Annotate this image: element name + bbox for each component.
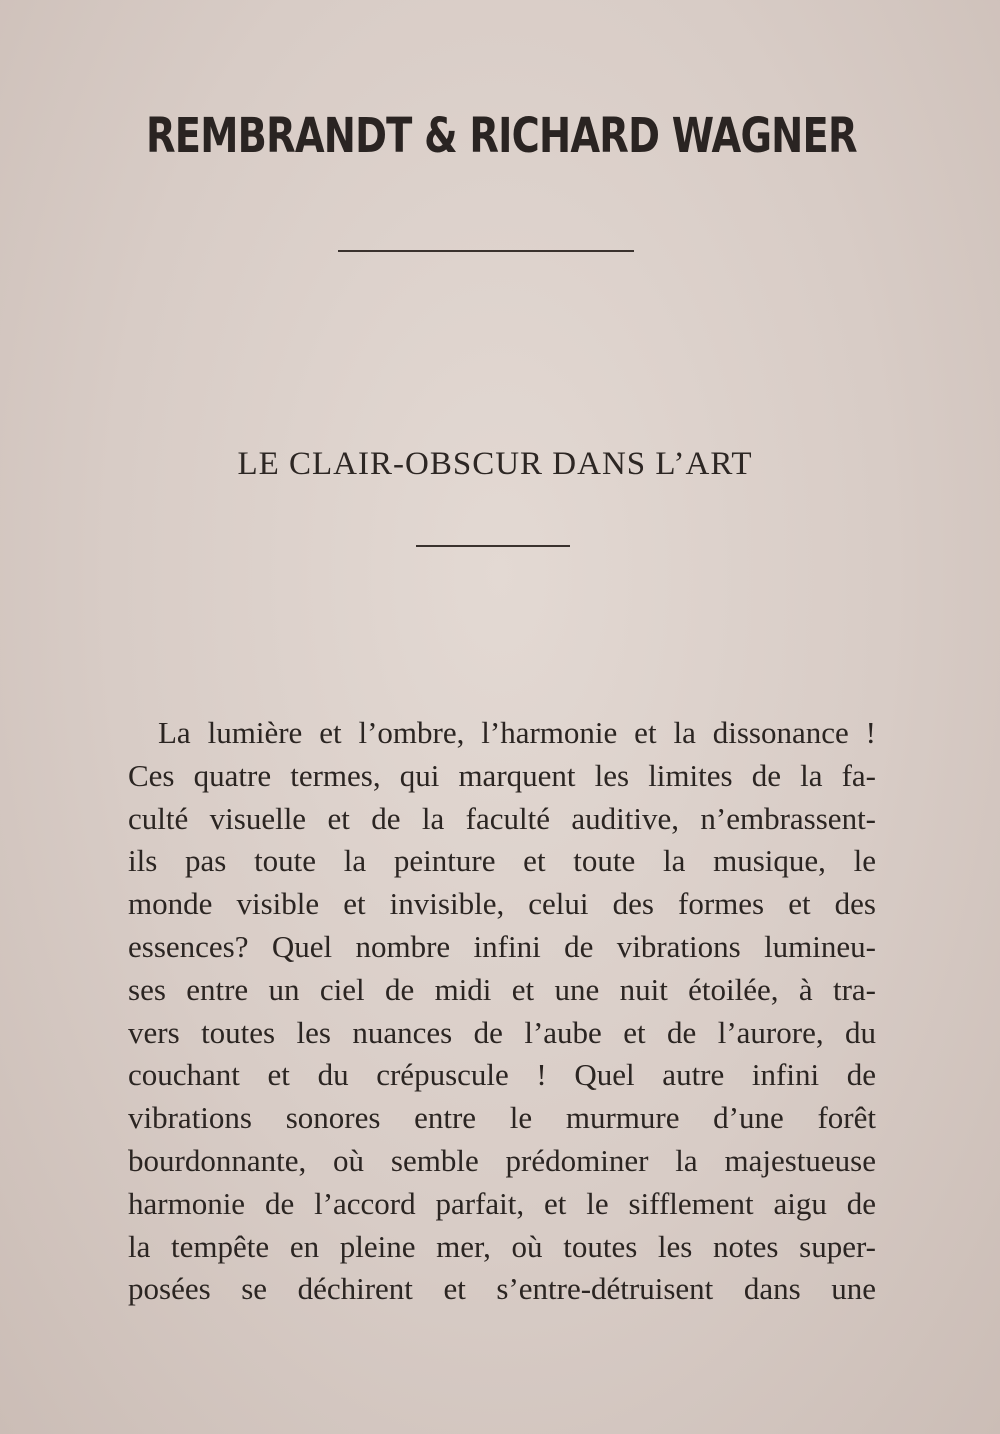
text-line: couchant et du crépuscule ! Quel autre infini de	[128, 1057, 876, 1093]
text-line: ils pas toute la peinture et toute la musique, le	[128, 843, 876, 879]
text-line: bourdonnante, où semble prédominer la majestueuse	[128, 1142, 876, 1178]
heading-divider	[416, 545, 570, 547]
text-line: Ces quatre termes, qui marquent les limites de la fa-	[128, 757, 876, 793]
text-line: vers toutes les nuances de l’aube et de l’aurore, du	[128, 1014, 876, 1050]
title-divider	[338, 250, 634, 252]
text-line: culté visuelle et de la faculté auditive, n’embrassent-	[128, 800, 876, 836]
page-title: REMBRANDT & RICHARD WAGNER	[146, 108, 857, 164]
text-line: la tempête en pleine mer, où toutes les notes super-	[128, 1228, 876, 1264]
body-paragraph	[128, 712, 876, 1311]
text-line: La lumière et l’ombre, l’harmonie et la dissonance !	[158, 715, 876, 750]
text-line: essences? Quel nombre infini de vibrations lumineu-	[128, 928, 876, 964]
text-line: monde visible et invisible, celui des formes et des	[128, 886, 876, 922]
text-line: posées se déchirent et s’entre-détruisent dans une	[128, 1271, 876, 1307]
text-line: ses entre un ciel de midi et une nuit étoilée, à tra-	[128, 971, 876, 1007]
text-line: vibrations sonores entre le murmure d’une forêt	[128, 1100, 876, 1136]
text-line: harmonie de l’accord parfait, et le sifflement aigu de	[128, 1185, 876, 1221]
section-heading: LE CLAIR-OBSCUR DANS L’ART	[237, 446, 753, 482]
